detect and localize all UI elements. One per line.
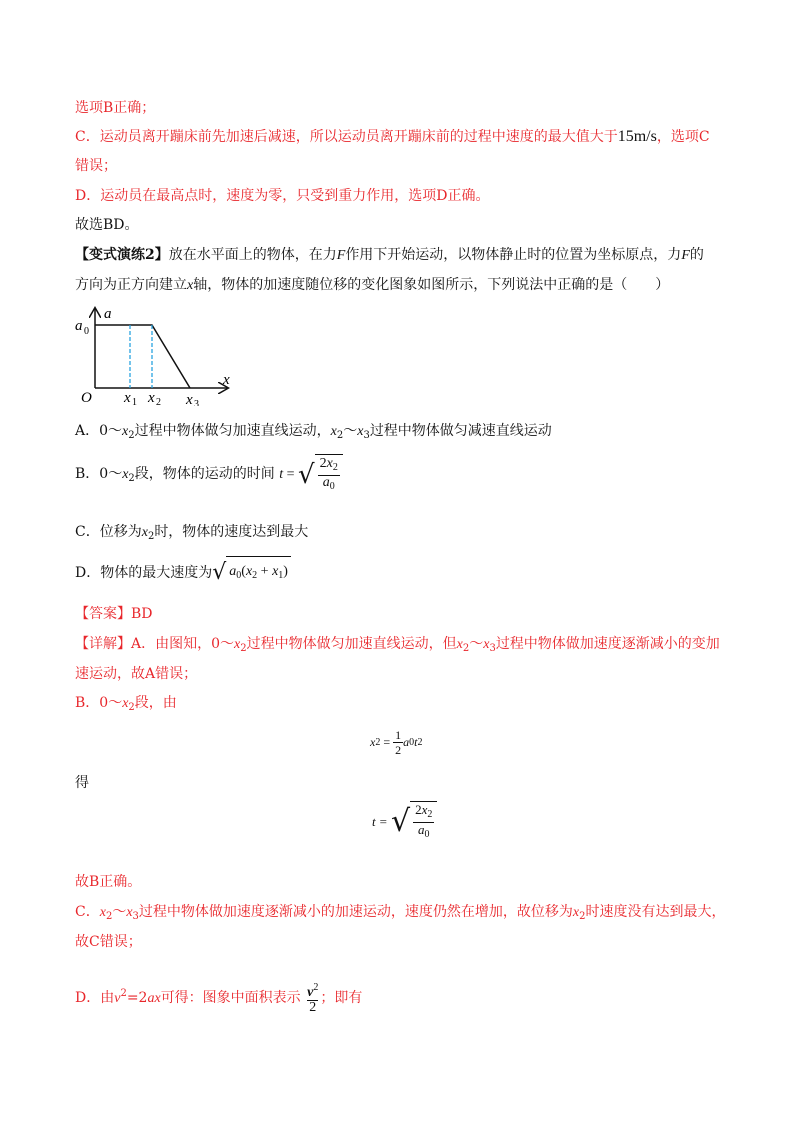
option-b-text: B．0～ xyxy=(75,466,123,483)
x-symbol: x xyxy=(122,424,129,439)
subscript: 1 xyxy=(278,570,284,581)
paren: ) xyxy=(283,564,288,579)
problem-text: 轴，物体的加速度随位移的变化图象如图所示，下列说法中正确的是（ ） xyxy=(193,277,670,293)
fraction-half xyxy=(393,728,403,757)
c-suffix: ，选项C xyxy=(656,129,710,145)
equation-t xyxy=(372,801,437,842)
de-line xyxy=(75,773,89,793)
option-a-text: 过程中物体做匀减速直线运动 xyxy=(369,423,552,439)
subscript: 2 xyxy=(462,643,470,654)
detail-text: B．0～ xyxy=(75,695,123,711)
x-symbol: x xyxy=(245,564,253,579)
x-symbol: x xyxy=(370,735,376,749)
subscript: 2 xyxy=(336,430,344,441)
numeral: 2 xyxy=(309,1000,317,1015)
x-symbol: x xyxy=(357,424,364,439)
subscript: 2 xyxy=(128,702,135,713)
numeral: 2 xyxy=(395,743,402,757)
problem-text: 方向为正方向建立 xyxy=(75,277,187,293)
detail-text: ～ xyxy=(469,636,484,652)
option-d-formula: √ $a_0(x_2 + x_1)$ xyxy=(212,556,291,590)
fraction-v2-over-2 xyxy=(305,981,320,1015)
subscript: 3 xyxy=(132,911,139,922)
option-c-text: C．位移为 xyxy=(75,524,142,540)
fraction xyxy=(318,457,340,494)
x-symbol: x xyxy=(122,467,129,483)
a-symbol: a xyxy=(417,822,425,837)
c-explanation-text: C．运动员离开蹦床前先加速后减速，所以运动员离开蹦床前的过程中速度的最大值大于 xyxy=(75,129,618,145)
answer-line xyxy=(75,604,153,624)
x-symbol: x xyxy=(572,905,580,920)
problem-text: 放在水平面上的物体，在力 xyxy=(168,247,337,263)
detail-text: D．由 xyxy=(75,990,115,1006)
subscript: 3 xyxy=(489,643,496,654)
t-symbol: t xyxy=(372,813,376,829)
x3-subscript: 3 xyxy=(194,399,199,406)
force-symbol: F xyxy=(336,248,346,263)
subscript: 2 xyxy=(240,643,247,654)
detail-text: ～ xyxy=(112,904,127,920)
choose-text: 故选BD。 xyxy=(75,217,139,233)
x2-label: x xyxy=(148,390,155,406)
superscript: 2 xyxy=(417,737,423,748)
detail-text: 过程中物体做匀加速直线运动，但 xyxy=(246,636,457,652)
answer-value: BD xyxy=(131,606,153,622)
x-symbol: x xyxy=(272,564,279,579)
a-symbol: a xyxy=(229,564,237,579)
x2-subscript: 2 xyxy=(156,397,161,406)
t-symbol: t xyxy=(279,467,284,483)
detail-c-line-1 xyxy=(75,902,726,927)
detail-text: ；即有 xyxy=(320,990,363,1006)
x-symbol: x xyxy=(126,905,133,920)
ax-symbol: ax xyxy=(147,991,161,1006)
d-explanation-text: D．运动员在最高点时，速度为零，只受到重力作用，选项D正确。 xyxy=(75,188,490,204)
b-ok-text: 故B正确。 xyxy=(75,874,142,890)
sqrt-expression: √ $\frac{2x_2}{a_0}$ xyxy=(391,801,437,842)
problem-text: 作用下开始运动，以物体静止时的位置为坐标原点，力 xyxy=(345,247,682,263)
numeral: 2 xyxy=(319,456,327,472)
x-symbol: x xyxy=(330,424,337,439)
c-continuation-text: 错误； xyxy=(75,158,117,174)
problem-line-1 xyxy=(75,245,704,266)
x1-label: x xyxy=(124,390,131,406)
problem-tag: 【变式演练2】 xyxy=(75,247,169,263)
y-axis-label: a xyxy=(104,306,112,322)
c-value: 15m/s xyxy=(617,128,657,145)
acceleration-curve xyxy=(95,325,190,388)
t-symbol: t xyxy=(414,735,418,749)
problem-line-2 xyxy=(75,275,669,296)
subscript: 2 xyxy=(128,430,135,441)
option-b-formula xyxy=(279,456,343,493)
option-c xyxy=(75,522,308,547)
choose-line xyxy=(75,215,139,235)
detail-c-line-2 xyxy=(75,932,142,952)
option-a xyxy=(75,421,552,446)
a-symbol: a xyxy=(403,735,410,749)
detail-text: 时速度没有达到最大， xyxy=(585,904,726,920)
subscript: 2 xyxy=(147,531,155,542)
detail-text: 段，由 xyxy=(134,695,177,711)
detail-text: A．由图知，0～ xyxy=(131,636,235,652)
answer-tag: 【答案】 xyxy=(75,606,131,622)
equals: = xyxy=(383,735,391,749)
c-continuation-line xyxy=(75,156,117,176)
detail-b-line xyxy=(75,693,177,718)
plus: + xyxy=(260,564,269,579)
subscript: 0 xyxy=(409,737,415,748)
origin-label: O xyxy=(81,390,92,406)
option-a-text: 过程中物体做匀加速直线运动， xyxy=(134,423,331,439)
detail-a-line-1 xyxy=(75,634,720,659)
subscript: 0 xyxy=(424,829,430,840)
option-c-text: 时，物体的速度达到最大 xyxy=(154,524,309,540)
x-axis-label: x xyxy=(223,372,230,388)
a-symbol: a xyxy=(322,475,330,491)
c-explanation-line xyxy=(75,127,710,147)
v-symbol: v xyxy=(114,991,121,1006)
problem-text: 的 xyxy=(689,247,704,263)
option-d xyxy=(75,556,291,590)
detail-d-line xyxy=(75,974,362,1019)
superscript: 2 xyxy=(313,982,319,993)
subscript: 0 xyxy=(329,481,335,493)
detail-text: 过程中物体做加速度逐渐减小的加速运动，速度仍然在增加，故位移为 xyxy=(138,904,573,920)
subscript: 0 xyxy=(236,570,242,581)
subscript: 3 xyxy=(363,430,370,441)
subscript: 2 xyxy=(375,737,381,748)
subscript: 2 xyxy=(128,473,135,485)
d-explanation-line xyxy=(75,186,489,206)
x-symbol: x xyxy=(122,696,129,711)
a0-label: a xyxy=(75,318,83,334)
sqrt-expression: √ $\frac{2x_2}{a_0}$ xyxy=(298,454,343,496)
a0-subscript: 0 xyxy=(84,326,89,337)
subscript: 2 xyxy=(427,809,433,820)
detail-text: 可得：图象中面积表示 xyxy=(160,990,301,1006)
option-a-text: A．0～ xyxy=(75,423,123,439)
x-symbol: x xyxy=(456,637,463,652)
b-ok-line xyxy=(75,872,141,892)
de-text: 得 xyxy=(75,775,89,791)
x3-label: x xyxy=(186,392,193,406)
equals: = xyxy=(286,467,295,483)
option-d-text: D．物体的最大速度为 xyxy=(75,565,213,581)
x-symbol: x xyxy=(483,637,490,652)
numeral: 2 xyxy=(415,802,422,817)
x-symbol: x xyxy=(326,456,333,472)
detail-tag: 【详解】 xyxy=(75,636,131,652)
subscript: 2 xyxy=(105,911,113,922)
numeral: 1 xyxy=(395,728,402,742)
x-symbol: x xyxy=(141,525,148,540)
option-b-text: 段，物体的运动的时间 xyxy=(134,466,275,483)
subscript: 2 xyxy=(332,462,338,474)
x-symbol: x xyxy=(187,278,194,293)
fraction xyxy=(413,803,434,842)
x-symbol: x xyxy=(421,802,428,817)
detail-text: 故C错误； xyxy=(75,934,142,950)
option-b xyxy=(75,454,343,499)
detail-a-line-2 xyxy=(75,664,197,684)
detail-text: 速运动，故A错误； xyxy=(75,666,198,682)
acceleration-displacement-graph xyxy=(75,306,245,406)
v-symbol: v xyxy=(307,985,314,1000)
force-symbol: F xyxy=(681,248,690,263)
subscript: 2 xyxy=(252,570,258,581)
option-a-text: ～ xyxy=(343,423,358,439)
detail-text: 过程中物体做加速度逐渐减小的变加 xyxy=(495,636,720,652)
paren: ( xyxy=(241,564,246,579)
equals: = xyxy=(379,813,387,829)
x-symbol: x xyxy=(99,905,106,920)
detail-text: C． xyxy=(75,904,100,920)
equation-x2 xyxy=(370,728,422,757)
x1-subscript: 1 xyxy=(132,397,137,406)
detail-text: =2 xyxy=(126,990,148,1006)
x-symbol: x xyxy=(234,637,241,652)
subscript: 2 xyxy=(579,911,586,922)
superscript: 2 xyxy=(120,988,127,999)
b-correct-text: 选项B正确； xyxy=(75,100,156,116)
b-correct-line xyxy=(75,98,155,118)
